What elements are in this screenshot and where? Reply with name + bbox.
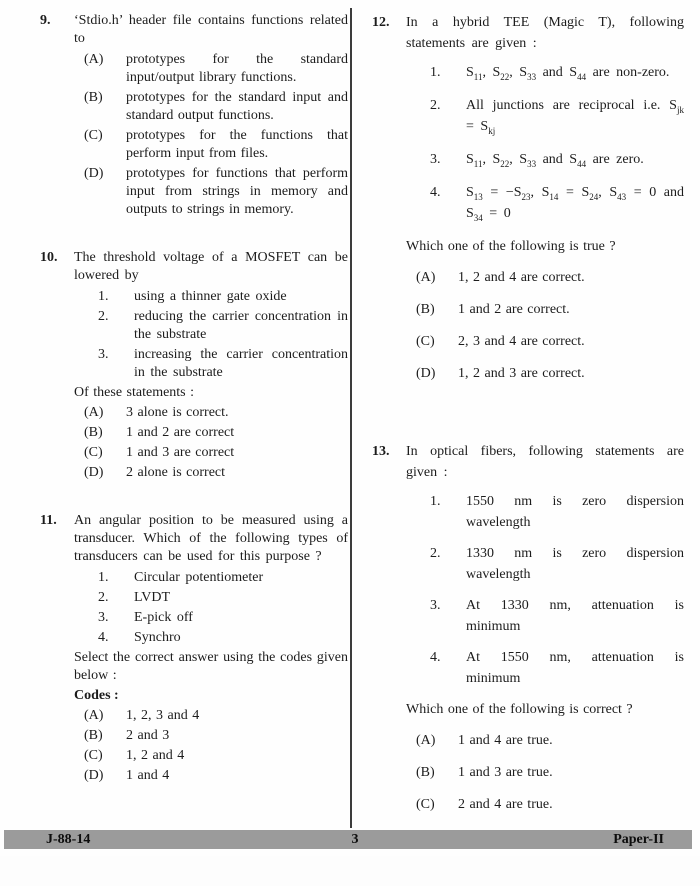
- column-divider: [350, 8, 352, 828]
- option-text: 1 and 3 are true.: [458, 765, 553, 780]
- statement: [74, 589, 348, 607]
- statement: [406, 149, 684, 170]
- option-label: (D): [416, 366, 436, 381]
- statement-text: 1550 nm is zero dispersion wavelength: [466, 494, 684, 530]
- option-label: (D): [84, 465, 104, 480]
- option-label: (D): [84, 768, 104, 783]
- option-text: 1, 2 and 4 are correct.: [458, 270, 585, 285]
- option-label: (B): [84, 90, 103, 105]
- statement-text: increasing the carrier concentration in the substrate: [134, 347, 348, 380]
- option: [74, 747, 348, 765]
- option-text: 1 and 4: [126, 768, 170, 783]
- statement: [74, 569, 348, 587]
- codes-label: Codes :: [74, 688, 119, 703]
- option: [406, 299, 684, 320]
- question-stem: An angular position to be measured using a transducer. Which of the following types of transducers can be used for this purpose ?: [74, 513, 348, 564]
- option-label: (A): [416, 270, 436, 285]
- statement: [406, 543, 684, 585]
- question-number: 11.: [40, 513, 57, 528]
- statement: [74, 288, 348, 306]
- statement-label: 4.: [98, 630, 109, 645]
- option: [406, 794, 684, 815]
- option-text: prototypes for the standard input and standard output functions.: [126, 90, 348, 123]
- statement-label: 1.: [98, 570, 109, 585]
- option-label: (A): [416, 733, 436, 748]
- option-text: prototypes for functions that perform input from strings in memory and outputs to strings in memory.: [126, 166, 348, 217]
- question-13: [372, 441, 684, 858]
- option-label: (C): [416, 797, 435, 812]
- statement-text: reducing the carrier concentration in the substrate: [134, 309, 348, 342]
- question-9: [40, 12, 348, 221]
- option-text: 1, 2 and 3 are correct.: [458, 366, 585, 381]
- option-label: (C): [84, 445, 103, 460]
- option: [74, 424, 348, 442]
- question-stem: In a hybrid TEE (Magic T), following statements are given :: [406, 15, 684, 51]
- option: [74, 464, 348, 482]
- page-number: 3: [351, 831, 359, 847]
- question-number: 10.: [40, 250, 58, 265]
- option: [74, 767, 348, 785]
- option-text: 1 and 3 are correct: [126, 445, 235, 460]
- statement-label: 3.: [430, 152, 441, 167]
- option: [74, 127, 348, 163]
- option-label: (B): [416, 765, 435, 780]
- question-10: [40, 249, 348, 484]
- option-text: 1 and 2 are correct.: [458, 302, 570, 317]
- question-stem: The threshold voltage of a MOSFET can be lowered by: [74, 250, 348, 283]
- option-text: 1 and 4 are true.: [458, 733, 553, 748]
- lead-in-text: Which one of the following is true ?: [406, 239, 616, 254]
- statement-label: 3.: [98, 610, 109, 625]
- statement: [74, 346, 348, 382]
- option: [406, 762, 684, 783]
- statement-text: 1330 nm is zero dispersion wavelength: [466, 546, 684, 582]
- statement: [406, 595, 684, 637]
- statement-text: using a thinner gate oxide: [134, 289, 287, 304]
- option-text: 1, 2, 3 and 4: [126, 708, 200, 723]
- statement-label: 2.: [430, 98, 441, 113]
- question-stem: In optical fibers, following statements are given :: [406, 444, 684, 480]
- option: [74, 51, 348, 87]
- option: [74, 165, 348, 219]
- statement-text: Synchro: [134, 630, 181, 645]
- option-text: 1, 2 and 4: [126, 748, 185, 763]
- option-text: 2, 3 and 4 are correct.: [458, 334, 585, 349]
- footer-bar: [4, 830, 692, 849]
- statement-label: 1.: [98, 289, 109, 304]
- statement-text: At 1330 nm, attenuation is minimum: [466, 598, 684, 634]
- statement-label: 1.: [430, 494, 441, 509]
- option: [74, 727, 348, 745]
- question-12: [372, 12, 684, 395]
- statement: [406, 62, 684, 83]
- statement: [74, 609, 348, 627]
- statement-text: At 1550 nm, attenuation is minimum: [466, 650, 684, 686]
- statement-text: E-pick off: [134, 610, 193, 625]
- statement-text: $S_{13} = -S_{23}$, $S_{14} = S_{24}$, $S_{43} = 0$ and $S_{34} = 0$: [466, 185, 685, 223]
- statement-label: 2.: [98, 309, 109, 324]
- option-label: (A): [84, 708, 104, 723]
- option-label: (C): [84, 128, 103, 143]
- left-column: [40, 12, 348, 815]
- option: [406, 267, 684, 288]
- question-number: 9.: [40, 13, 51, 28]
- statement: [74, 308, 348, 344]
- option-text: 2 alone is correct: [126, 465, 226, 480]
- footer-paper-code: J-88-14: [46, 831, 91, 847]
- statement: [406, 182, 684, 224]
- statement-text: $S_{11}$, $S_{22}$, $S_{33}$ and $S_{44}$ are non-zero.: [466, 65, 670, 82]
- statement-label: 1.: [430, 65, 441, 80]
- statement-text: LVDT: [134, 590, 171, 605]
- option-label: (B): [84, 728, 103, 743]
- lead-in-text: Select the correct answer using the codes given below :: [74, 650, 348, 683]
- option: [74, 707, 348, 725]
- option: [406, 730, 684, 751]
- statement: [406, 95, 684, 137]
- statement-label: 2.: [430, 546, 441, 561]
- statement-label: 2.: [98, 590, 109, 605]
- statement: [406, 647, 684, 689]
- statement: [74, 629, 348, 647]
- option: [74, 444, 348, 462]
- statement-label: 4.: [430, 185, 441, 200]
- option-label: (A): [84, 405, 104, 420]
- statement-label: 3.: [98, 347, 109, 362]
- statement-text: $S_{11}$, $S_{22}$, $S_{33}$ and $S_{44}$ are zero.: [466, 152, 644, 169]
- lead-in-text: Of these statements :: [74, 385, 195, 400]
- option-text: prototypes for the standard input/output library functions.: [126, 52, 348, 85]
- statement-label: 3.: [430, 598, 441, 613]
- statement-text: Circular potentiometer: [134, 570, 264, 585]
- statement-text: All junctions are reciprocal i.e. $S_{jk} = S_{kj}$: [466, 98, 684, 136]
- option-label: (B): [416, 302, 435, 317]
- option-label: (C): [84, 748, 103, 763]
- option: [406, 331, 684, 352]
- option-label: (C): [416, 334, 435, 349]
- option-label: (B): [84, 425, 103, 440]
- option: [74, 404, 348, 422]
- option-label: (A): [84, 52, 104, 67]
- question-number: 13.: [372, 444, 390, 459]
- statement-label: 4.: [430, 650, 441, 665]
- option: [74, 89, 348, 125]
- lead-in-text: Which one of the following is correct ?: [406, 702, 633, 717]
- option-text: 3 alone is correct.: [126, 405, 229, 420]
- right-column: [372, 12, 684, 886]
- footer-paper-name: Paper-II: [613, 831, 664, 847]
- option-label: (D): [84, 166, 104, 181]
- option-text: 2 and 4 are true.: [458, 797, 553, 812]
- option-text: 1 and 2 are correct: [126, 425, 235, 440]
- question-11: [40, 512, 348, 787]
- option-text: prototypes for the functions that perform input from files.: [126, 128, 348, 161]
- option-text: 2 and 3: [126, 728, 170, 743]
- question-number: 12.: [372, 15, 390, 30]
- option: [406, 363, 684, 384]
- statement: [406, 491, 684, 533]
- question-stem: ‘Stdio.h’ header file contains functions related to: [74, 13, 348, 46]
